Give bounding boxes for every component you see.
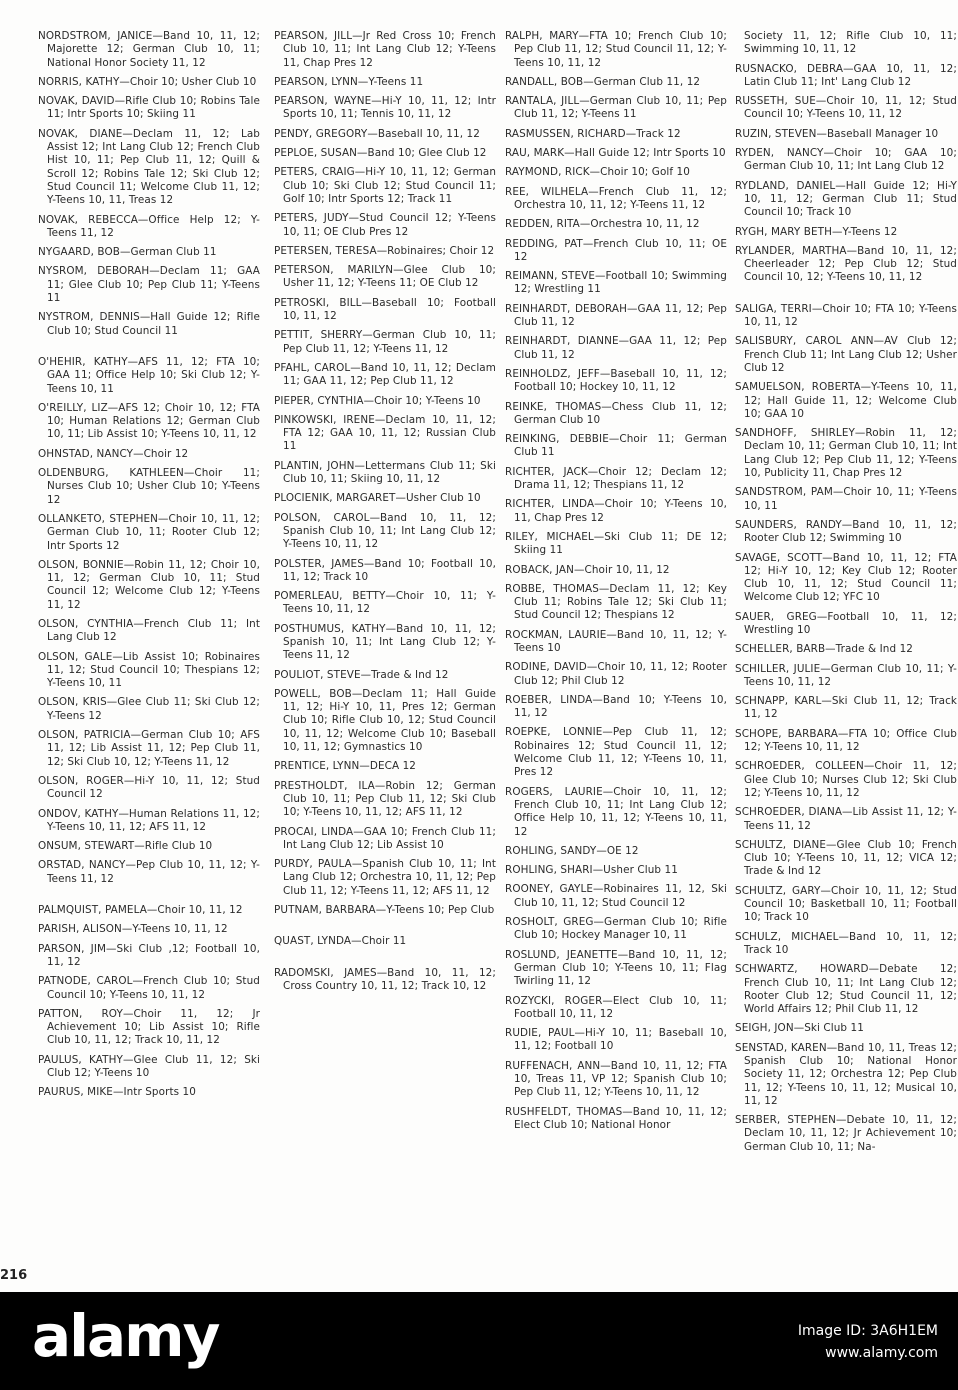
student-entry: REDDING, PAT—French Club 10, 11; OE 12	[505, 237, 727, 263]
student-entry: PAULUS, KATHY—Glee Club 11, 12; Ski Club 12; Y-Teens 10	[38, 1053, 260, 1079]
student-entry: PENDY, GREGORY—Baseball 10, 11, 12	[274, 127, 480, 140]
student-entry: ROCKMAN, LAURIE—Band 10, 11, 12; Y-Teens 10	[505, 628, 727, 654]
letter-group	[38, 904, 260, 1100]
watermark-info	[798, 1320, 938, 1364]
student-entry: OLSON, PATRICIA—German Club 10; AFS 11, 12; Lib Assist 11, 12; Pep Club 11, 12; Ski Club 10, 12; Y-Teens 11, 12	[38, 729, 260, 768]
student-entry: PUTNAM, BARBARA—Y-Teens 10; Pep Club	[274, 904, 495, 917]
student-entry: PATTON, ROY—Choir 11, 12; Jr Achievement 10; Lib Assist 10; Rifle Club 10, 11, 12; Track 10, 11, 12	[38, 1007, 260, 1047]
student-entry: SANDSTROM, PAM—Choir 10, 11; Y-Teens 10, 11	[735, 486, 957, 512]
student-entry: NORDSTROM, JANICE—Band 10, 11, 12; Majorette 12; German Club 10, 11; National Honor Society 11, 12	[38, 30, 260, 69]
student-entry: ROHLING, SHARI—Usher Club 11	[505, 864, 678, 877]
student-entry: POMERLEAU, BETTY—Choir 10, 11; Y-Teens 10, 11, 12	[274, 590, 496, 616]
student-entry: PETERS, CRAIG—Hi-Y 10, 11, 12; German Club 10; Ski Club 12; Stud Council 11; Golf 10; Intr Sports 12; Track 11	[274, 166, 496, 205]
student-entry: QUAST, LYNDA—Choir 11	[274, 935, 407, 948]
student-entry: RUFFENACH, ANN—Band 10, 11, 12; FTA 10, Treas 11, VP 12; Spanish Club 10; Pep Club 11, 12; Y-Teens 10, 11, 12	[505, 1059, 727, 1099]
student-entry: ORSTAD, NANCY—Pep Club 10, 11, 12; Y-Teens 11, 12	[38, 859, 260, 885]
student-entry: SCHNAPP, KARL—Ski Club 11, 12; Track 11, 12	[735, 695, 957, 721]
student-entry: POSTHUMUS, KATHY—Band 10, 11, 12; Spanish 10, 11; Int Lang Club 12; Y-Teens 11, 12	[274, 622, 496, 662]
student-entry: OLSON, CYNTHIA—French Club 11; Int Lang Club 12	[38, 617, 260, 644]
image-id: Image ID: 3A6H1EM	[797, 1323, 938, 1339]
alamy-logo: alamy	[32, 1302, 219, 1370]
student-entry: RADOMSKI, JAMES—Band 10, 11, 12; Cross Country 10, 11, 12; Track 10, 12	[274, 966, 496, 992]
student-entry: SAVAGE, SCOTT—Band 10, 11, 12; FTA 12; Hi-Y 10, 12; Key Club 12; Rooter Club 10, 11, 12; Stud Council 11; Welcome Club 12; YFC 10	[735, 551, 957, 604]
student-entry: PETERSON, MARILYN—Glee Club 10; Usher 11, 12; Y-Teens 11; OE Club 12	[274, 264, 496, 290]
student-entry: PETERS, JUDY—Stud Council 12; Y-Teens 10, 11; OE Club Pres 12	[274, 212, 496, 238]
student-entry: SAUER, GREG—Football 10, 11, 12; Wrestling 10	[735, 610, 957, 636]
letter-group	[274, 967, 496, 994]
student-entry: RICHTER, LINDA—Choir 10; Y-Teens 10, 11, Chap Pres 12	[505, 498, 727, 524]
student-entry: ROBBE, THOMAS—Declam 11, 12; Key Club 11; Robins Tale 12; Ski Club 11; Stud Council 12; Thespians 12	[505, 582, 727, 622]
student-entry: RICHTER, JACK—Choir 12; Declam 12; Drama 11, 12; Thespians 11, 12	[505, 465, 727, 492]
student-entry: ONDOV, KATHY—Human Relations 11, 12; Y-Teens 10, 11, 12; AFS 11, 12	[38, 807, 260, 833]
student-entry: SAMUELSON, ROBERTA—Y-Teens 10, 11, 12; Hall Guide 11, 12; Welcome Club 10; GAA 10	[735, 381, 957, 420]
student-entry: PURDY, PAULA—Spanish Club 10, 11; Int Lang Club 12; Orchestra 10, 11, 12; Pep Club 11, 12; Y-Teens 11, 12; AFS 11, 12	[274, 858, 496, 897]
column-3	[505, 30, 727, 1150]
student-entry: RILEY, MICHAEL—Ski Club 11; DE 12; Skiing 11	[505, 530, 727, 557]
student-entry: PATNODE, CAROL—French Club 10; Stud Council 10; Y-Teens 10, 11, 12	[38, 975, 260, 1001]
student-entry: SEIGH, JON—Ski Club 11	[735, 1022, 864, 1035]
student-entry: SCHROEDER, DIANA—Lib Assist 11, 12; Y-Teens 11, 12	[735, 806, 957, 832]
student-entry: PALMQUIST, PAMELA—Choir 10, 11, 12	[38, 904, 243, 917]
column-2	[274, 30, 496, 1011]
student-entry: ROHLING, SANDY—OE 12	[505, 844, 639, 857]
letter-group	[505, 30, 727, 1132]
letter-group	[735, 63, 957, 285]
student-entry: PRENTICE, LYNN—DECA 12	[274, 760, 417, 773]
student-entry: REINHARDT, DEBORAH—GAA 11, 12; Pep Club 11, 12	[505, 302, 727, 329]
student-entry: RUSHFELDT, THOMAS—Band 10, 11, 12; Elect Club 10; National Honor	[505, 1105, 727, 1131]
student-entry: RASMUSSEN, RICHARD—Track 12	[505, 127, 681, 140]
student-entry: RUSNACKO, DEBRA—GAA 10, 11, 12; Latin Club 11; Int' Lang Club 12	[735, 62, 957, 88]
column-4	[735, 30, 957, 1172]
student-entry: SCHULZ, MICHAEL—Band 10, 11, 12; Track 10	[735, 930, 957, 956]
student-entry: REDDEN, RITA—Orchestra 10, 11, 12	[505, 218, 700, 231]
student-entry: REINHOLDZ, JEFF—Baseball 10, 11, 12; Football 10; Hockey 10, 11, 12	[505, 367, 727, 394]
student-entry: ROEPKE, LONNIE—Pep Club 11, 12; Robinaires 12; Stud Council 11, 12; Welcome Club 11, 12; Y-Teens 10, 11, Pres 12	[505, 726, 727, 779]
student-entry: OLDENBURG, KATHLEEN—Choir 11; Nurses Club 10; Usher Club 10; Y-Teens 12	[38, 467, 260, 506]
letter-group	[274, 30, 496, 917]
student-entry: ROZYCKI, ROGER—Elect Club 10, 11; Football 10, 11, 12	[505, 994, 727, 1020]
letter-group	[735, 303, 957, 1154]
student-entry: PETERSEN, TERESA—Robinaires; Choir 12	[274, 244, 495, 257]
student-entry: RANDALL, BOB—German Club 11, 12	[505, 75, 701, 88]
student-entry: REINHARDT, DIANNE—GAA 11, 12; Pep Club 11, 12	[505, 335, 727, 361]
student-entry: NYGAARD, BOB—German Club 11	[38, 246, 217, 259]
student-entry: SANDHOFF, SHIRLEY—Robin 11, 12; Declam 10, 11; German Club 10, 11; Int Lang Club 12; Pep Club 11, 12; Y-Teens 10, Publicity 11, Chap Pres 12	[735, 427, 957, 480]
student-entry: NYSROM, DEBORAH—Declam 11; GAA 11; Glee Club 10; Pep Club 11; Y-Teens 11	[38, 265, 260, 305]
student-entry: RYDEN, NANCY—Choir 10; GAA 10; German Club 10, 11; Int Lang Club 12	[735, 147, 957, 173]
page-number: 216	[0, 1268, 28, 1283]
student-entry: ROSHOLT, GREG—German Club 10; Rifle Club 10; Hockey Manager 10, 11	[505, 916, 727, 942]
student-entry: SCHULTZ, DIANE—Glee Club 10; French Club 10; Y-Teens 10, 11, 12; VICA 12; Trade & Ind 12	[735, 838, 957, 878]
student-entry: REE, WILHELA—French Club 11, 12; Orchestra 10, 11, 12; Y-Teens 11, 12	[505, 185, 727, 211]
student-entry: SCHELLER, BARB—Trade & Ind 12	[735, 643, 913, 656]
student-entry: SCHILLER, JULIE—German Club 10, 11; Y-Teens 10, 11, 12	[735, 662, 957, 688]
student-entry: PEARSON, WAYNE—Hi-Y 10, 11, 12; Intr Sports 10, 11; Tennis 10, 11, 12	[274, 95, 496, 121]
student-entry: OLSON, KRIS—Glee Club 11; Ski Club 12; Y-Teens 12	[38, 696, 260, 722]
student-entry: SCHOPE, BARBARA—FTA 10; Office Club 12; Y-Teens 10, 11, 12	[735, 727, 957, 754]
student-entry: RAU, MARK—Hall Guide 12; Intr Sports 10	[505, 147, 726, 160]
student-entry: RUZIN, STEVEN—Baseball Manager 10	[735, 127, 939, 140]
student-entry: PROCAI, LINDA—GAA 10; French Club 11; Int Lang Club 12; Lib Assist 10	[274, 825, 496, 851]
student-entry: RYLANDER, MARTHA—Band 10, 11, 12; Cheerleader 12; Pep Club 12; Stud Council 10, 12; Y-Teens 10, 11, 12	[735, 244, 957, 284]
student-entry: PIEPER, CYNTHIA—Choir 10; Y-Teens 10	[274, 394, 481, 407]
student-entry: SALIGA, TERRI—Choir 10; FTA 10; Y-Teens 10, 11, 12	[735, 302, 957, 329]
student-entry: SAUNDERS, RANDY—Band 10, 11, 12; Rooter Club 12; Swimming 10	[735, 518, 957, 545]
letter-group	[274, 935, 496, 948]
student-entry: POLSON, CAROL—Band 10, 11, 12; Spanish Club 10, 11; Int Lang Club 12; Y-Teens 10, 11, 12	[274, 511, 496, 551]
student-entry: RALPH, MARY—FTA 10; French Club 10; Pep Club 11, 12; Stud Council 11, 12; Y-Teens 10, 11, 12	[505, 30, 727, 69]
student-entry: PINKOWSKI, IRENE—Declam 10, 11, 12; FTA 12; GAA 10, 11, 12; Russian Club 11	[274, 413, 496, 453]
student-entry: RYGH, MARY BETH—Y-Teens 12	[735, 225, 898, 238]
student-entry: POWELL, BOB—Declam 11; Hall Guide 11, 12; Hi-Y 10, 11, Pres 12; German Club 10; Rifle Club 10, 12; Stud Council 10, 11, 12; Welcome Club 10; Baseball 10, 11, 12; Gymnastics 10	[274, 687, 496, 754]
student-entry: RODINE, DAVID—Choir 10, 11, 12; Rooter Club 12; Phil Club 12	[505, 661, 727, 687]
student-entry: RUSSETH, SUE—Choir 10, 11, 12; Stud Council 10; Y-Teens 10, 11, 12	[735, 95, 957, 121]
student-entry: OLSON, BONNIE—Robin 11, 12; Choir 10, 11, 12; German Club 10, 11; Stud Council 12; Welcome Club 12; Y-Teens 11, 12	[38, 558, 260, 611]
student-entry: SCHULTZ, GARY—Choir 10, 11, 12; Stud Council 10; Basketball 10, 11; Football 10; Track 10	[735, 884, 957, 924]
student-entry: PAURUS, MIKE—Intr Sports 10	[38, 1086, 196, 1099]
student-entry: PEPLOE, SUSAN—Band 10; Glee Club 12	[274, 147, 487, 160]
student-entry: POULIOT, STEVE—Trade & Ind 12	[274, 668, 449, 681]
student-entry: REINKING, DEBBIE—Choir 11; German Club 11	[505, 433, 727, 459]
column-1	[38, 30, 260, 1118]
student-entry: REINKE, THOMAS—Chess Club 11, 12; German Club 10	[505, 400, 727, 426]
student-entry: ROBACK, JAN—Choir 10, 11, 12	[505, 563, 670, 576]
student-entry: PRESTHOLDT, ILA—Robin 12; German Club 10, 11; Pep Club 11, 12; Ski Club 10; Y-Teens 10, 11, 12; AFS 11, 12	[274, 779, 496, 819]
student-entry: PFAHL, CAROL—Band 10, 11, 12; Declam 11; GAA 11, 12; Pep Club 11, 12	[274, 361, 496, 388]
student-entry: SENSTAD, KAREN—Band 10, 11, Treas 12; Spanish Club 10; National Honor Society 11, 12; Orchestra 12; Pep Club 11, 12; Y-Teens 10, 11, 12; Musical 10, 11, 12	[735, 1041, 957, 1107]
student-entry: POLSTER, JAMES—Band 10; Football 10, 11, 12; Track 10	[274, 557, 496, 583]
student-entry: REIMANN, STEVE—Football 10; Swimming 12; Wrestling 11	[505, 270, 727, 296]
student-entry: PLOCIENIK, MARGARET—Usher Club 10	[274, 492, 481, 505]
student-entry: OLSON, GALE—Lib Assist 10; Robinaires 11, 12; Stud Council 10; Thespians 12; Y-Teens 10, 11	[38, 650, 260, 690]
student-entry: NOVAK, REBECCA—Office Help 12; Y-Teens 11, 12	[38, 213, 260, 239]
student-entry: ROEBER, LINDA—Band 10; Y-Teens 10, 11, 12	[505, 693, 727, 720]
letter-group	[38, 356, 260, 886]
continued-entry: Society 11, 12; Rifle Club 10, 11; Swimming 10, 11, 12	[744, 30, 957, 56]
student-entry: ROGERS, LAURIE—Choir 10, 11, 12; French Club 10, 11; Int Lang Club 12; Office Help 10, 11, 12; Y-Teens 10, 11, 12	[505, 785, 727, 838]
student-entry: ONSUM, STEWART—Rifle Club 10	[38, 840, 213, 853]
watermark-band	[0, 1292, 958, 1390]
student-entry: ROONEY, GAYLE—Robinaires 11, 12, Ski Club 10, 11, 12; Stud Council 12	[505, 883, 727, 909]
student-entry: SERBER, STEPHEN—Debate 10, 11, 12; Declam 10, 11, 12; Jr Achievement 10; German Club 10, 11; Na-	[735, 1114, 957, 1153]
student-entry: OHNSTAD, NANCY—Choir 12	[38, 447, 189, 460]
student-entry: ROSLUND, JEANETTE—Band 10, 11, 12; German Club 10; Y-Teens 10, 11; Flag Twirling 11, 12	[505, 948, 727, 988]
student-entry: PARSON, JIM—Ski Club ,12; Football 10, 11, 12	[38, 942, 260, 968]
student-entry: NOVAK, DIANE—Declam 11, 12; Lab Assist 12; Int Lang Club 12; French Club Hist 10, 11; Pep Club 11, 12; Quill & Scroll 12; Robins Tale 12; Ski Club 12; Stud Council 11; Welcome Club 11, 12; Y-Teens 10, 11, Treas 12	[38, 127, 260, 207]
student-entry: RAYMOND, RICK—Choir 10; Golf 10	[505, 166, 690, 179]
student-entry: OLSON, ROGER—Hi-Y 10, 11, 12; Stud Council 12	[38, 774, 260, 801]
student-entry: PETROSKI, BILL—Baseball 10; Football 10, 11, 12	[274, 296, 496, 323]
student-entry: PETTIT, SHERRY—German Club 10, 11; Pep Club 11, 12; Y-Teens 11, 12	[274, 329, 496, 355]
student-entry: PARISH, ALISON—Y-Teens 10, 11, 12	[38, 923, 228, 936]
student-entry: RYDLAND, DANIEL—Hall Guide 12; Hi-Y 10, 11, 12; German Club 11; Stud Council 10; Track 10	[735, 179, 957, 219]
student-entry: PLANTIN, JOHN—Lettermans Club 11; Ski Club 10, 11; Skiing 10, 11, 12	[274, 459, 496, 486]
student-entry: OLLANKETO, STEPHEN—Choir 10, 11, 12; German Club 10, 11; Rooter Club 12; Intr Sports 12	[38, 512, 260, 552]
watermark-url: www.alamy.com	[825, 1345, 938, 1361]
student-entry: RANTALA, JILL—German Club 10, 11; Pep Club 11, 12; Y-Teens 11	[505, 95, 727, 121]
student-entry: RUDIE, PAUL—Hi-Y 10, 11; Baseball 10, 11, 12; Football 10	[505, 1027, 727, 1053]
student-entry: O'REILLY, LIZ—AFS 12; Choir 10, 12; FTA 10; Human Relations 12; German Club 10, 11; Lib Assist 10; Y-Teens 10, 11, 12	[38, 401, 260, 441]
student-entry: O'HEHIR, KATHY—AFS 11, 12; FTA 10; GAA 11; Office Help 10; Ski Club 12; Y-Teens 10, 11	[38, 355, 260, 395]
student-entry: PEARSON, LYNN—Y-Teens 11	[274, 75, 424, 88]
student-entry: PEARSON, JILL—Jr Red Cross 10; French Club 10, 11; Int Lang Club 12; Y-Teens 11, Chap Pres 12	[274, 30, 496, 69]
student-entry: SCHROEDER, COLLEEN—Choir 11, 12; Glee Club 10; Nurses Club 12; Ski Club 12; Y-Teens 10, 11, 12	[735, 760, 957, 799]
student-entry: SALISBURY, CAROL ANN—AV Club 12; French Club 11; Int Lang Club 12; Usher Club 12	[735, 335, 957, 374]
student-entry: NOVAK, DAVID—Rifle Club 10; Robins Tale 11; Intr Sports 10; Skiing 11	[38, 95, 260, 121]
letter-group	[38, 30, 260, 338]
student-entry: NORRIS, KATHY—Choir 10; Usher Club 10	[38, 75, 257, 88]
student-entry: SCHWARTZ, HOWARD—Debate 12; French Club 10, 11; Int Lang Club 12; Rooter Club 12; Stud Council 11, 12; World Affairs 12; Phil Club 11, 12	[735, 963, 957, 1016]
student-entry: NYSTROM, DENNIS—Hall Guide 12; Rifle Club 10; Stud Council 11	[38, 311, 260, 337]
